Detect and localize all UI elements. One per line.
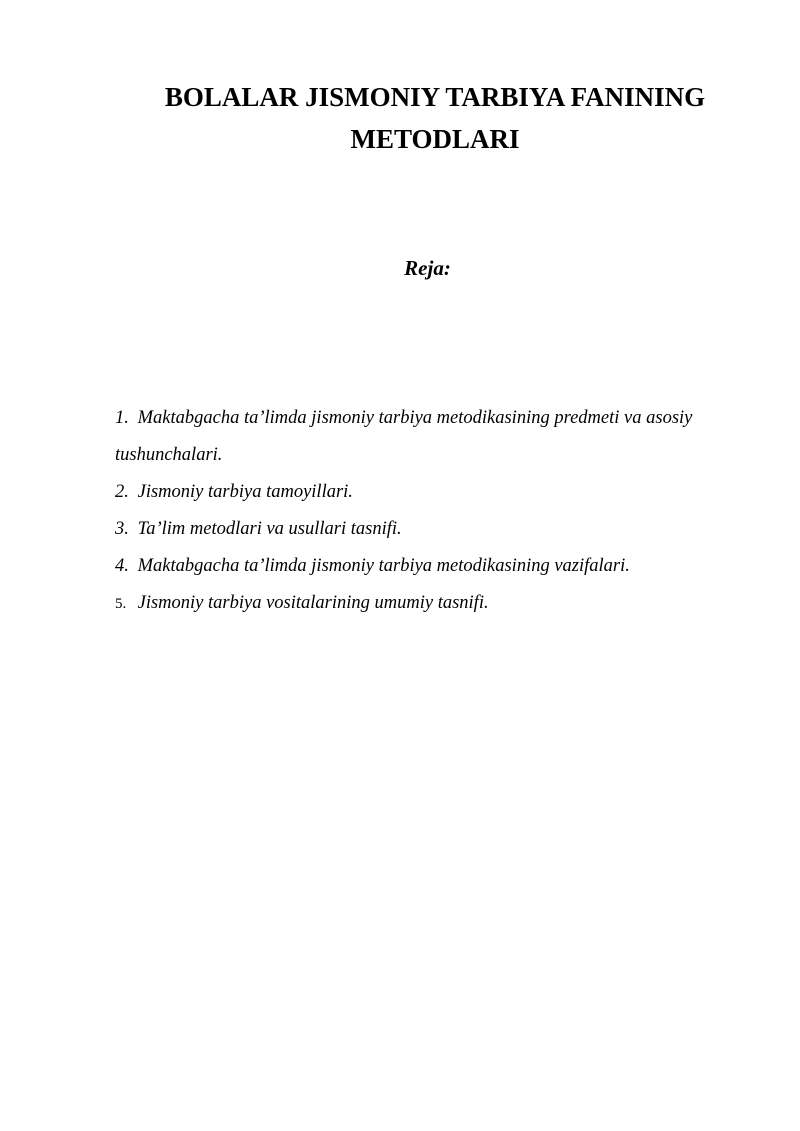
plan-item-number: 5. <box>115 596 127 612</box>
plan-item-3 <box>115 511 745 548</box>
plan-item-number: 4. <box>115 556 129 576</box>
plan-item-4 <box>115 548 745 585</box>
plan-item-text: Maktabgacha ta’limda jismoniy tarbiya metodikasining predmeti va asosiy tushunchalari. <box>115 408 693 465</box>
plan-item-number: 3. <box>115 519 129 539</box>
plan-heading: Reja: <box>404 256 451 280</box>
plan-item-text: Ta’lim metodlari va usullari tasnifi. <box>137 519 402 539</box>
plan-item-number: 1. <box>115 408 129 428</box>
plan-item-5 <box>115 585 745 623</box>
document-title: BOLALAR JISMONIY TARBIYA FANINING METODLARI <box>164 82 706 154</box>
plan-item-number: 2. <box>115 482 129 502</box>
plan-list <box>115 400 745 623</box>
plan-item-text: Jismoniy tarbiya tamoyillari. <box>137 482 353 502</box>
plan-item-text: Jismoniy tarbiya vositalarining umumiy tasnifi. <box>137 593 489 613</box>
plan-item-1 <box>115 400 745 474</box>
plan-item-text: Maktabgacha ta’limda jismoniy tarbiya metodikasining vazifalari. <box>137 556 630 576</box>
plan-item-2 <box>115 474 745 511</box>
